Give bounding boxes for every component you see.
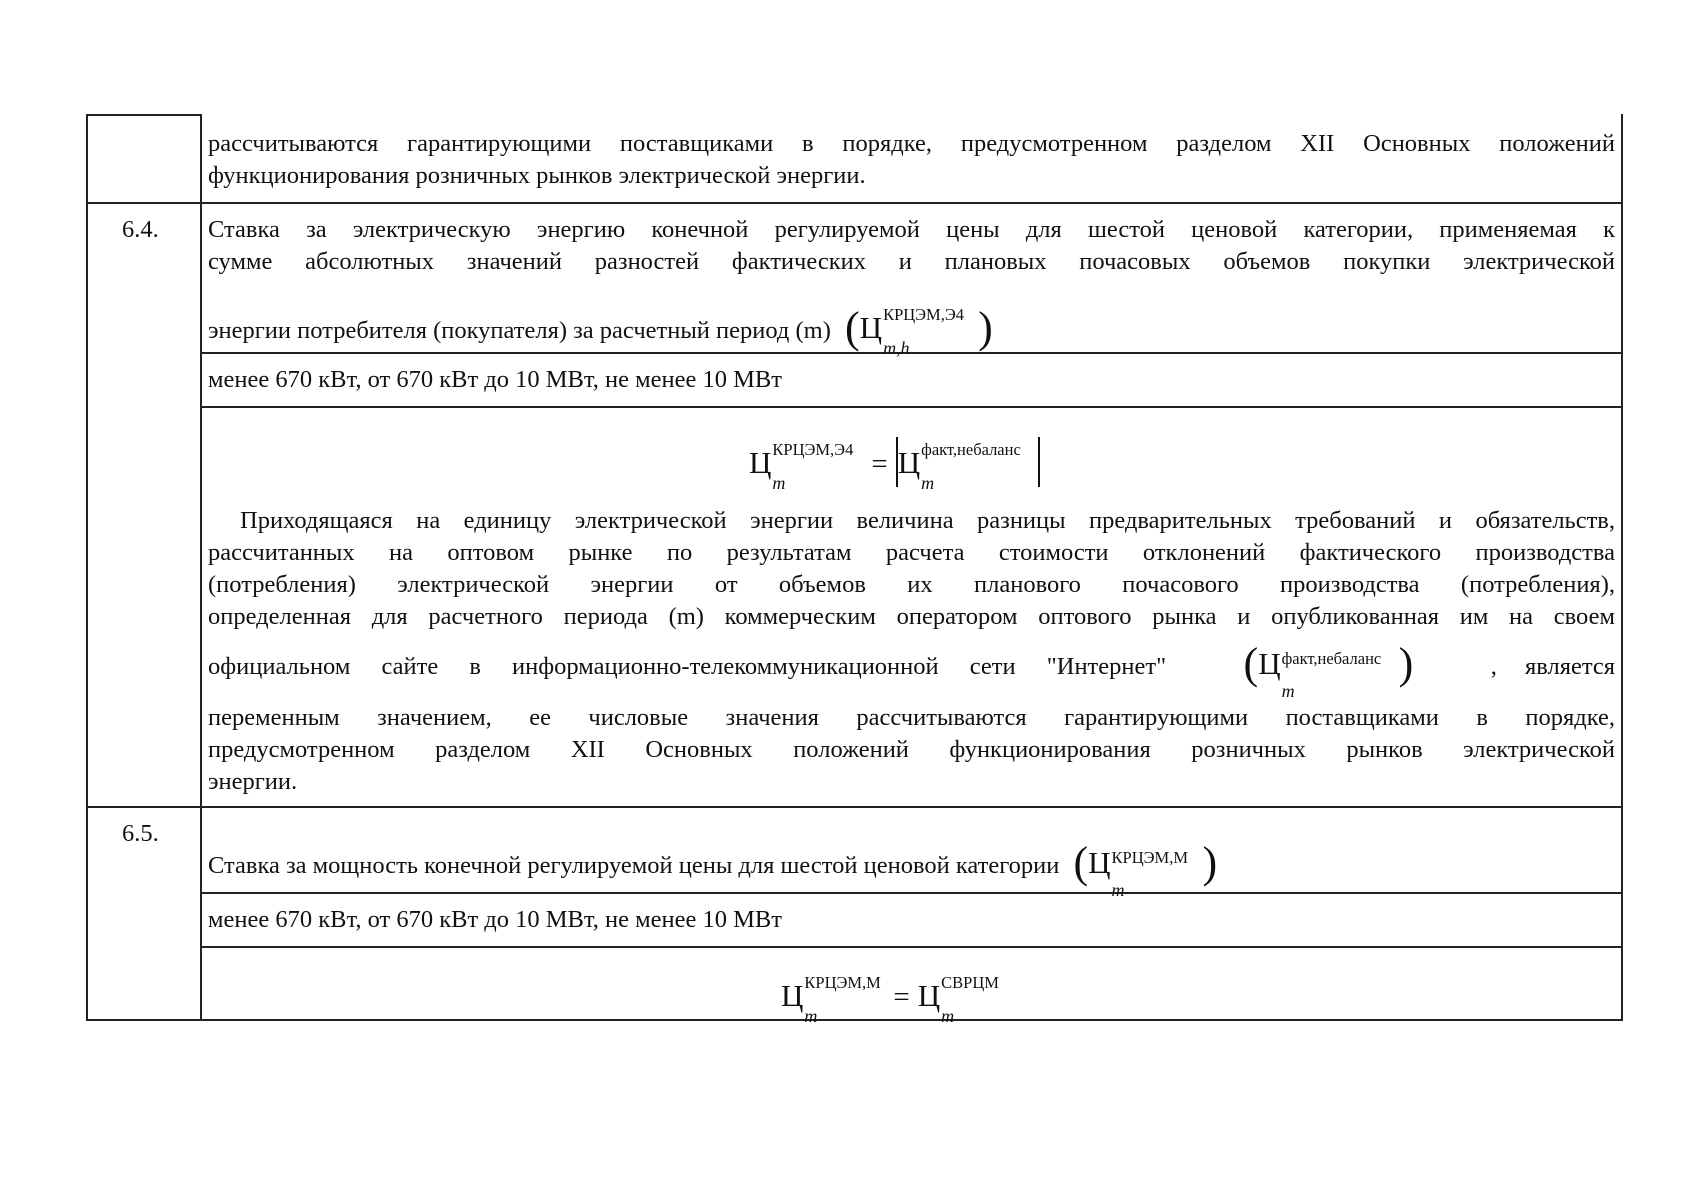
explanation-line-5	[208, 639, 1615, 701]
lhs-superscript: КРЦЭМ,М	[804, 973, 881, 992]
explanation-line-1: Приходящаяся на единицу электрической энергии величина разницы предварительных требований и обязательств,	[240, 507, 1615, 534]
table-border-top-left	[86, 114, 201, 116]
formula-subscript: m	[1281, 681, 1295, 701]
equals-sign: =	[893, 981, 910, 1013]
row-6-4-title-line-2: сумме абсолютных значений разностей фактических и плановых почасовых объемов покупки электрической	[208, 248, 1615, 275]
lhs-superscript: КРЦЭМ,Э4	[772, 440, 854, 459]
column-divider	[200, 114, 202, 1021]
explanation-inline-right: , является	[1490, 653, 1615, 680]
row-divider-continuation	[86, 202, 1623, 204]
table-border-bottom	[86, 1019, 1623, 1021]
explanation-line-2: рассчитанных на оптовом рынке по результатам расчета стоимости отклонений фактического производства	[208, 539, 1615, 566]
lhs-subscript: m	[772, 473, 786, 493]
formula-subscript: m	[1111, 880, 1125, 900]
open-paren: (	[845, 303, 860, 352]
row-6-4-formula	[749, 437, 1040, 493]
price-symbol: Ц	[1088, 845, 1111, 880]
row-6-5-categories: менее 670 кВт, от 670 кВт до 10 МВт, не менее 10 МВт	[208, 906, 782, 933]
formula-superscript: КРЦЭМ,Э4	[883, 305, 964, 324]
rhs-superscript: факт,небаланс	[921, 440, 1021, 459]
lhs-subscript: m	[804, 1006, 818, 1026]
row-6-5-formula	[781, 973, 999, 1026]
formula-superscript: факт,небаланс	[1281, 649, 1382, 668]
rhs-symbol: Ц	[917, 978, 941, 1013]
price-symbol: Ц	[1258, 646, 1281, 681]
explanation-line-3: (потребления) электрической энергии от объемов их планового почасового производства (потребления),	[208, 571, 1615, 598]
row-number-6-5: 6.5.	[122, 820, 159, 847]
row-divider-64-title	[200, 352, 1623, 354]
explanation-line-6: переменным значением, ее числовые значения рассчитываются гарантирующими поставщиками в порядке,	[208, 704, 1615, 731]
row-number-6-4: 6.4.	[122, 216, 159, 243]
row-divider-65-categories	[200, 946, 1623, 948]
rhs-superscript: СВРЦМ	[941, 973, 999, 992]
open-paren: (	[1243, 639, 1259, 688]
formula-subscript: m,h	[883, 338, 910, 358]
close-paren: )	[1202, 838, 1218, 887]
row-divider-64-categories	[200, 406, 1623, 408]
rhs-subscript: m	[941, 1006, 955, 1026]
row-6-5-title-formula	[1073, 838, 1218, 900]
row-6-4-title-line-1: Ставка за электрическую энергию конечной регулируемой цены для шестой ценовой категории, применяемая к	[208, 216, 1615, 243]
open-paren: (	[1073, 838, 1089, 887]
explanation-line-7: предусмотренном разделом XII Основных положений функционирования розничных рынков электрической	[208, 736, 1615, 763]
lhs-symbol: Ц	[781, 978, 804, 1013]
row-6-4-title-line-3	[208, 302, 1615, 358]
equals-sign: =	[871, 448, 888, 480]
continuation-text: рассчитываются гарантирующими поставщиками в порядке, предусмотренном разделом XII Основных положений функционирования розничных рынков электрической энергии.	[208, 130, 1615, 189]
tariff-table	[86, 114, 1623, 1026]
row-6-4-title-text: энергии потребителя (покупателя) за расчетный период (m)	[208, 317, 831, 344]
rhs-symbol: Ц	[897, 445, 921, 480]
row-6-5-title	[208, 838, 1615, 900]
table-border-left	[86, 114, 88, 1021]
row-6-4-categories: менее 670 кВт, от 670 кВт до 10 МВт, не менее 10 МВт	[208, 366, 782, 393]
explanation-inline-formula	[1243, 639, 1414, 701]
formula-superscript: КРЦЭМ,М	[1111, 848, 1189, 867]
price-symbol: Ц	[859, 310, 883, 345]
close-paren: )	[1398, 639, 1414, 688]
abs-bar-right	[1038, 437, 1040, 487]
close-paren: )	[978, 303, 993, 352]
explanation-line-4: определенная для расчетного периода (m) коммерческим оператором оптового рынка и опубликованная им на своем	[208, 603, 1615, 630]
lhs-symbol: Ц	[749, 445, 772, 480]
row-6-4-title-formula	[845, 302, 993, 358]
rhs-subscript: m	[921, 473, 935, 493]
row-6-5-title-text: Ставка за мощность конечной регулируемой цены для шестой ценовой категории	[208, 852, 1060, 879]
row-divider-65	[86, 806, 1623, 808]
row-divider-65-title	[200, 892, 1623, 894]
explanation-line-8: энергии.	[208, 768, 298, 795]
table-border-right	[1621, 114, 1623, 1021]
explanation-inline-left: официальном сайте в информационно-телекоммуникационной сети "Интернет"	[208, 653, 1167, 680]
